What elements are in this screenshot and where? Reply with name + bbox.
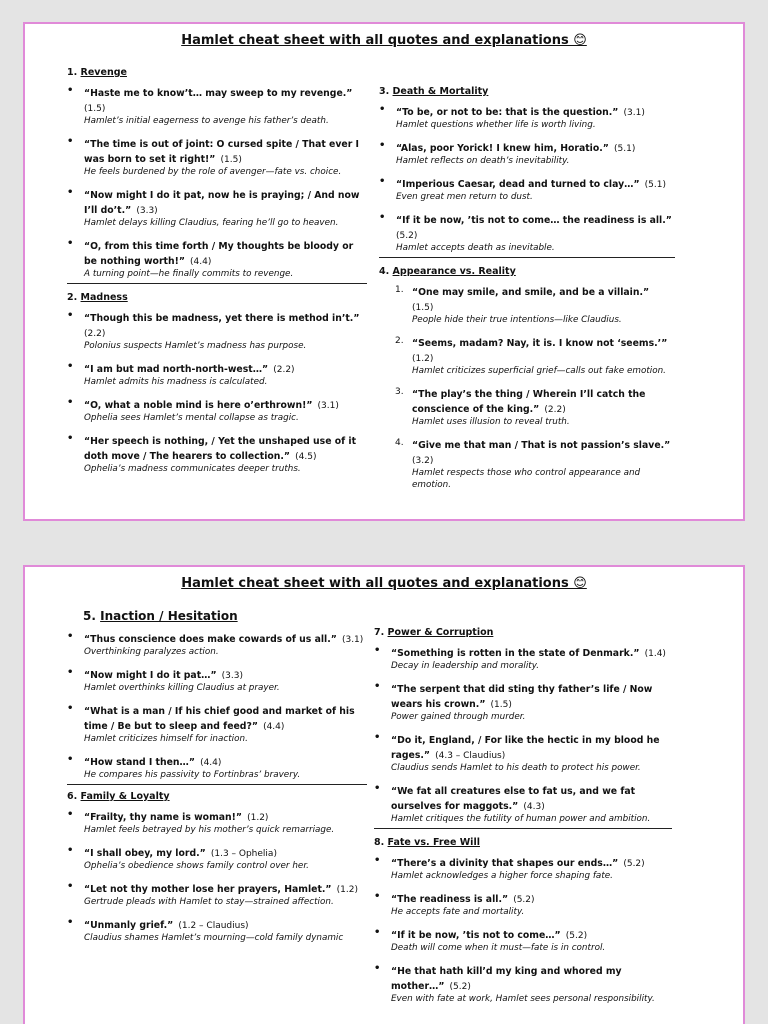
left-column <box>67 609 367 953</box>
quote-list <box>379 284 675 491</box>
quote-item: • “Do it, England, / For like the hectic in my blood he rages.” (4.3 – Claudius) Claudius sends Hamlet to his death to protect his power. <box>374 732 660 773</box>
section-power-corruption <box>374 627 672 829</box>
bullet-icon: • <box>67 187 74 198</box>
section-heading: 4. Appearance vs. Reality <box>379 266 516 277</box>
quote-item: • “Frailty, thy name is woman!” (1.2) Hamlet feels betrayed by his mother’s quick remarriage. <box>67 809 335 835</box>
quote-item: • “Her speech is nothing, / Yet the unshaped use of it doth move / The hearers to collection.” (4.5) Ophelia’s madness communicates deeper truths. <box>67 433 357 474</box>
quote-item: • “If it be now, ’tis not to come… the readiness is all.” (5.2) Hamlet accepts death as inevitable. <box>379 212 672 253</box>
bullet-icon: • <box>67 310 74 321</box>
section-heading: 8. Fate vs. Free Will <box>374 837 480 848</box>
quote-item: 4. “Give me that man / That is not passion’s slave.” (3.2) Hamlet respects those who control appearance and emotion. <box>395 438 671 490</box>
quote-list <box>67 310 367 475</box>
page-title: Hamlet cheat sheet with all quotes and explanations 😊 <box>181 33 587 48</box>
quote-list <box>67 85 367 280</box>
quote-item: • “We fat all creatures else to fat us, and we fat ourselves for maggots.” (4.3) Hamlet critiques the futility of human power and ambition. <box>374 783 651 824</box>
bullet-icon: • <box>379 140 386 151</box>
bullet-icon: • <box>67 397 74 408</box>
quote-item: • “Though this be madness, yet there is method in’t.” (2.2) Polonius suspects Hamlet’s madness has purpose. <box>67 310 360 351</box>
section-death-mortality <box>379 86 675 258</box>
bullet-icon: • <box>374 645 381 656</box>
section-heading: 5. Inaction / Hesitation <box>83 609 238 623</box>
quote-item: • “If it be now, ’tis not to come…” (5.2) Death will come when it must—fate is in control. <box>374 927 606 953</box>
quote-item: • “Haste me to know’t… may sweep to my revenge.” (1.5) Hamlet’s initial eagerness to avenge his father’s death. <box>67 85 353 126</box>
section-revenge <box>67 67 367 284</box>
bullet-icon: • <box>67 754 74 765</box>
bullet-icon: • <box>67 845 74 856</box>
bullet-icon: • <box>67 136 74 147</box>
section-heading: 3. Death & Mortality <box>379 86 489 97</box>
quote-item: • “How stand I then…” (4.4) He compares his passivity to Fortinbras’ bravery. <box>67 754 301 780</box>
section-heading: 6. Family & Loyalty <box>67 791 170 802</box>
quote-list <box>374 855 672 1005</box>
bullet-icon: • <box>374 855 381 866</box>
bullet-icon: • <box>67 361 74 372</box>
bullet-icon: • <box>374 963 381 974</box>
bullet-icon: • <box>67 703 74 714</box>
bullet-icon: • <box>379 212 386 223</box>
quote-item: • “To be, or not to be: that is the question.” (3.1) Hamlet questions whether life is worth living. <box>379 104 645 130</box>
bullet-icon: • <box>67 631 74 642</box>
page-title: Hamlet cheat sheet with all quotes and explanations 😊 <box>181 576 587 591</box>
section-heading: 1. Revenge <box>67 67 127 78</box>
bullet-icon: • <box>67 881 74 892</box>
quote-list <box>374 645 672 825</box>
quote-item: • “Now might I do it pat, now he is praying; / And now I’ll do’t.” (3.3) Hamlet delays killing Claudius, fearing he’ll go to heaven. <box>67 187 360 228</box>
quote-item: • “The time is out of joint: O cursed spite / That ever I was born to set it right!” (1.5) He feels burdened by the role of avenger—fate vs. choice. <box>67 136 360 177</box>
bullet-icon: • <box>379 176 386 187</box>
bullet-icon: • <box>67 809 74 820</box>
bullet-icon: • <box>374 927 381 938</box>
left-column <box>67 67 367 484</box>
section-madness <box>67 284 367 475</box>
bullet-icon: • <box>374 732 381 743</box>
bullet-icon: • <box>379 104 386 115</box>
quote-list <box>379 104 675 254</box>
quote-list <box>67 631 367 781</box>
section-appearance-reality <box>379 258 675 491</box>
quote-item: • “What is a man / If his chief good and market of his time / Be but to sleep and feed?” (4.4) Hamlet criticizes himself for inaction. <box>67 703 355 744</box>
quote-item: • “Thus conscience does make cowards of us all.” (3.1) Overthinking paralyzes action. <box>67 631 364 657</box>
quote-item: • “Let not thy mother lose her prayers, Hamlet.” (1.2) Gertrude pleads with Hamlet to stay—strained affection. <box>67 881 358 907</box>
quote-item: • “O, what a noble mind is here o’erthrown!” (3.1) Ophelia sees Hamlet’s mental collapse as tragic. <box>67 397 339 423</box>
quote-item: 3. “The play’s the thing / Wherein I’ll catch the conscience of the king.” (2.2) Hamlet uses illusion to reveal truth. <box>395 387 646 427</box>
quote-item: • “I shall obey, my lord.” (1.3 – Ophelia) Ophelia’s obedience shows family control over her. <box>67 845 309 871</box>
quote-item: 1. “One may smile, and smile, and be a villain.” (1.5) People hide their true intentions—like Claudius. <box>395 285 650 325</box>
quote-item: • “I am but mad north-north-west…” (2.2) Hamlet admits his madness is calculated. <box>67 361 295 387</box>
document-page-1 <box>23 22 745 521</box>
section-heading: 2. Madness <box>67 292 128 303</box>
bullet-icon: • <box>67 917 74 928</box>
bullet-icon: • <box>67 433 74 444</box>
bullet-icon: • <box>374 783 381 794</box>
quote-item: • “Something is rotten in the state of Denmark.” (1.4) Decay in leadership and morality. <box>374 645 666 671</box>
section-fate-free-will <box>374 829 672 1005</box>
section-family-loyalty <box>67 785 367 944</box>
quote-item: • “Now might I do it pat…” (3.3) Hamlet overthinks killing Claudius at prayer. <box>67 667 280 693</box>
bullet-icon: • <box>67 85 74 96</box>
right-column <box>379 86 675 500</box>
quote-list <box>67 809 367 944</box>
section-heading: 7. Power & Corruption <box>374 627 494 638</box>
bullet-icon: • <box>374 891 381 902</box>
quote-item: • “He that hath kill’d my king and whored my mother…” (5.2) Even with fate at work, Hamlet sees personal responsibility. <box>374 963 655 1004</box>
document-page-2 <box>23 565 745 1024</box>
quote-item: • “The serpent that did sting thy father’s life / Now wears his crown.” (1.5) Power gained through murder. <box>374 681 653 722</box>
bullet-icon: • <box>374 681 381 692</box>
right-column <box>374 627 672 1014</box>
quote-item: • “Alas, poor Yorick! I knew him, Horatio.” (5.1) Hamlet reflects on death’s inevitability. <box>379 140 636 166</box>
quote-item: • “There’s a divinity that shapes our ends…” (5.2) Hamlet acknowledges a higher force shaping fate. <box>374 855 645 881</box>
bullet-icon: • <box>67 667 74 678</box>
quote-item: • “Unmanly grief.” (1.2 – Claudius) Claudius shames Hamlet’s mourning—cold family dynamic <box>67 917 344 943</box>
quote-item: 2. “Seems, madam? Nay, it is. I know not ‘seems.’” (1.2) Hamlet criticizes superficial grief—calls out fake emotion. <box>395 336 668 376</box>
section-inaction-hesitation <box>67 609 367 785</box>
bullet-icon: • <box>67 238 74 249</box>
quote-item: • “The readiness is all.” (5.2) He accepts fate and mortality. <box>374 891 535 917</box>
quote-item: • “Imperious Caesar, dead and turned to clay…” (5.1) Even great men return to dust. <box>379 176 666 202</box>
quote-item: • “O, from this time forth / My thoughts be bloody or be nothing worth!” (4.4) A turning point—he finally commits to revenge. <box>67 238 354 279</box>
